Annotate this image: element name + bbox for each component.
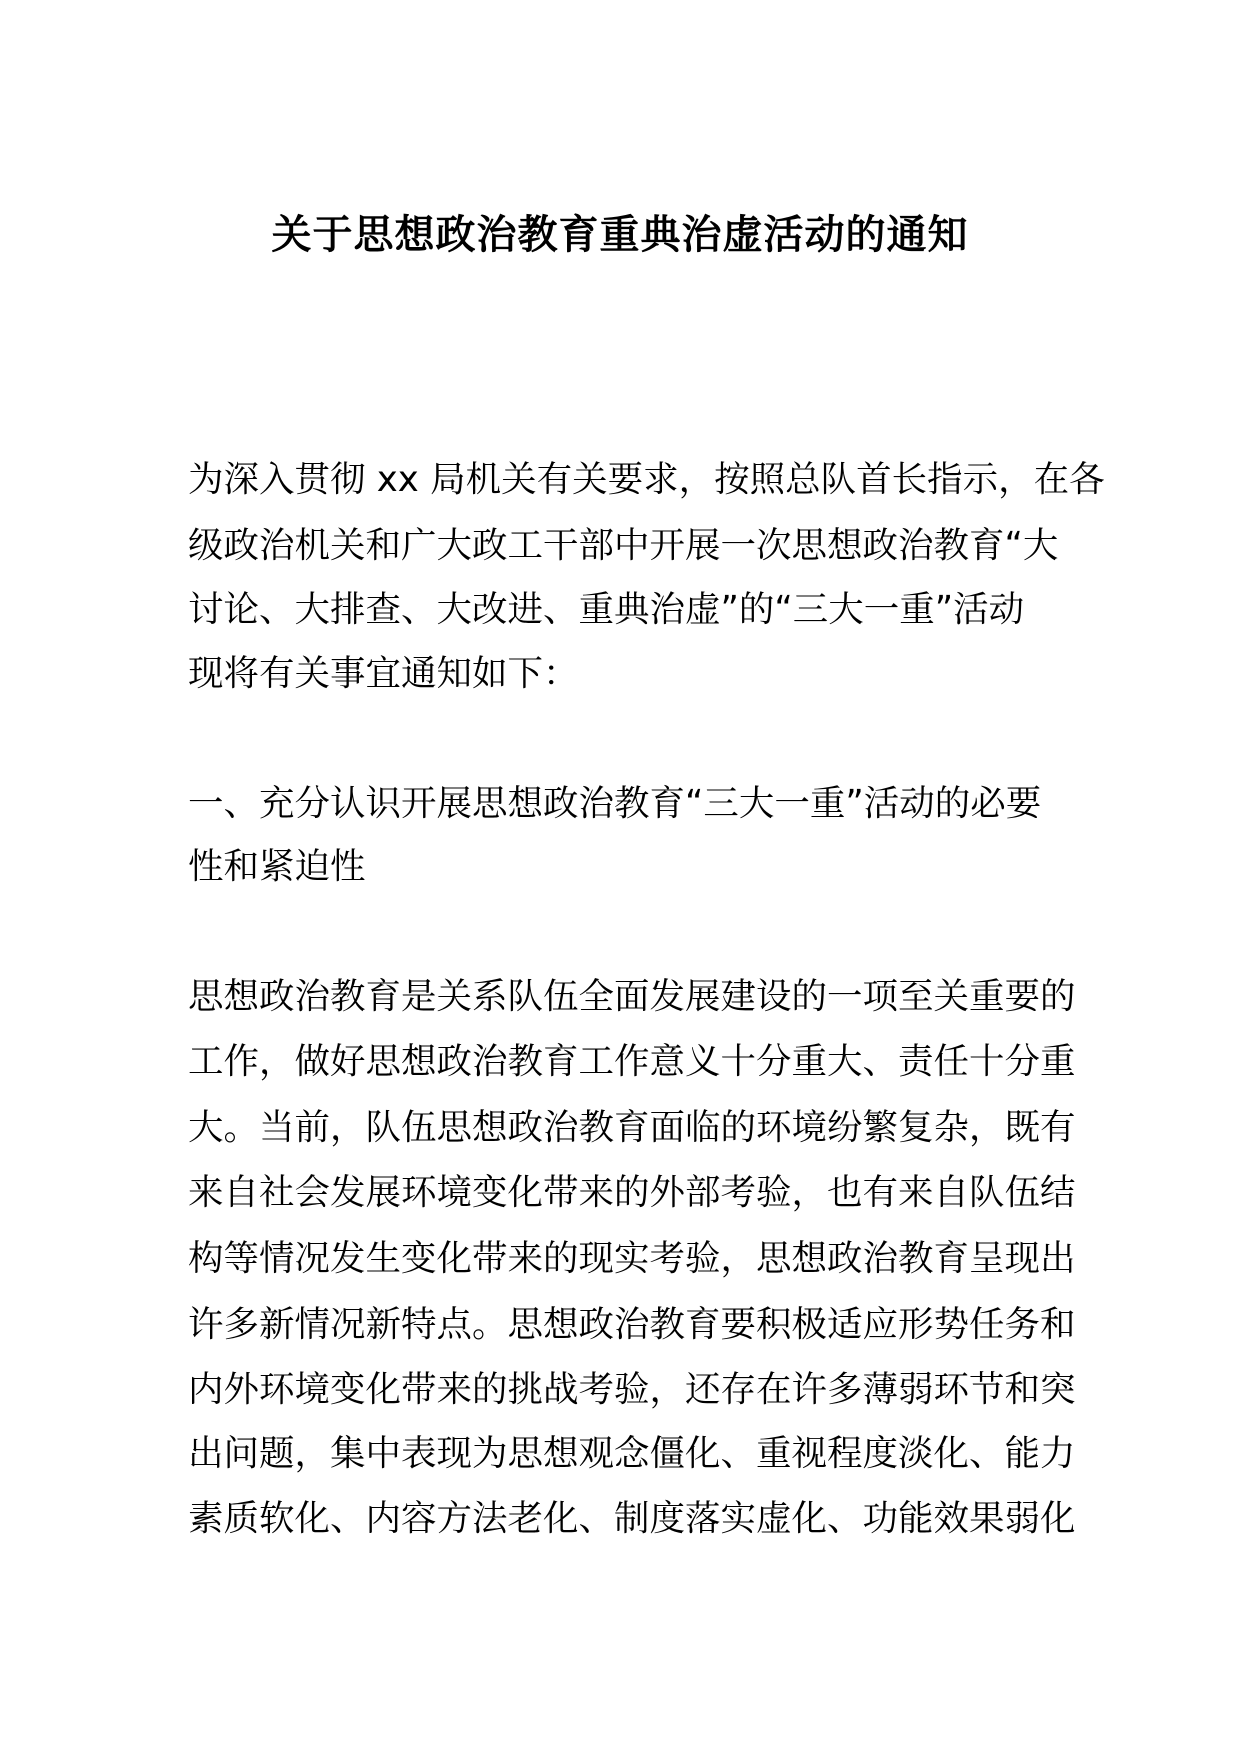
text-line: 内外环境变化带来的挑战考验，还存在许多薄弱环节和突 xyxy=(188,1369,1076,1410)
text-line: 现将有关事宜通知如下： xyxy=(188,653,579,694)
text-line: 一、充分认识开展思想政治教育“三大一重”活动的必要 xyxy=(188,783,1042,824)
document-title: 关于思想政治教育重典治虚活动的通知 xyxy=(271,212,969,258)
text-line: 为深入贯彻 xx 局机关有关要求，按照总队首长指示，在各 xyxy=(188,459,1105,500)
text-line: 工作，做好思想政治教育工作意义十分重大、责任十分重 xyxy=(188,1041,1076,1082)
text-line: 来自社会发展环境变化带来的外部考验，也有来自队伍结 xyxy=(188,1172,1076,1213)
text-line: 大。当前，队伍思想政治教育面临的环境纷繁复杂，既有 xyxy=(188,1107,1076,1148)
text-line: 思想政治教育是关系队伍全面发展建设的一项至关重要的 xyxy=(188,976,1076,1017)
text-line: 出问题，集中表现为思想观念僵化、重视程度淡化、能力 xyxy=(188,1433,1076,1474)
text-line: 构等情况发生变化带来的现实考验，思想政治教育呈现出 xyxy=(188,1238,1076,1279)
text-line: 素质软化、内容方法老化、制度落实虚化、功能效果弱化 xyxy=(188,1498,1076,1539)
text-line: 性和紧迫性 xyxy=(188,846,366,887)
text-line: 许多新情况新特点。思想政治教育要积极适应形势任务和 xyxy=(188,1304,1076,1345)
text-line: 级政治机关和广大政工干部中开展一次思想政治教育“大 xyxy=(188,525,1059,566)
text-line: 讨论、大排查、大改进、重典治虚”的“三大一重”活动 xyxy=(188,589,1025,630)
